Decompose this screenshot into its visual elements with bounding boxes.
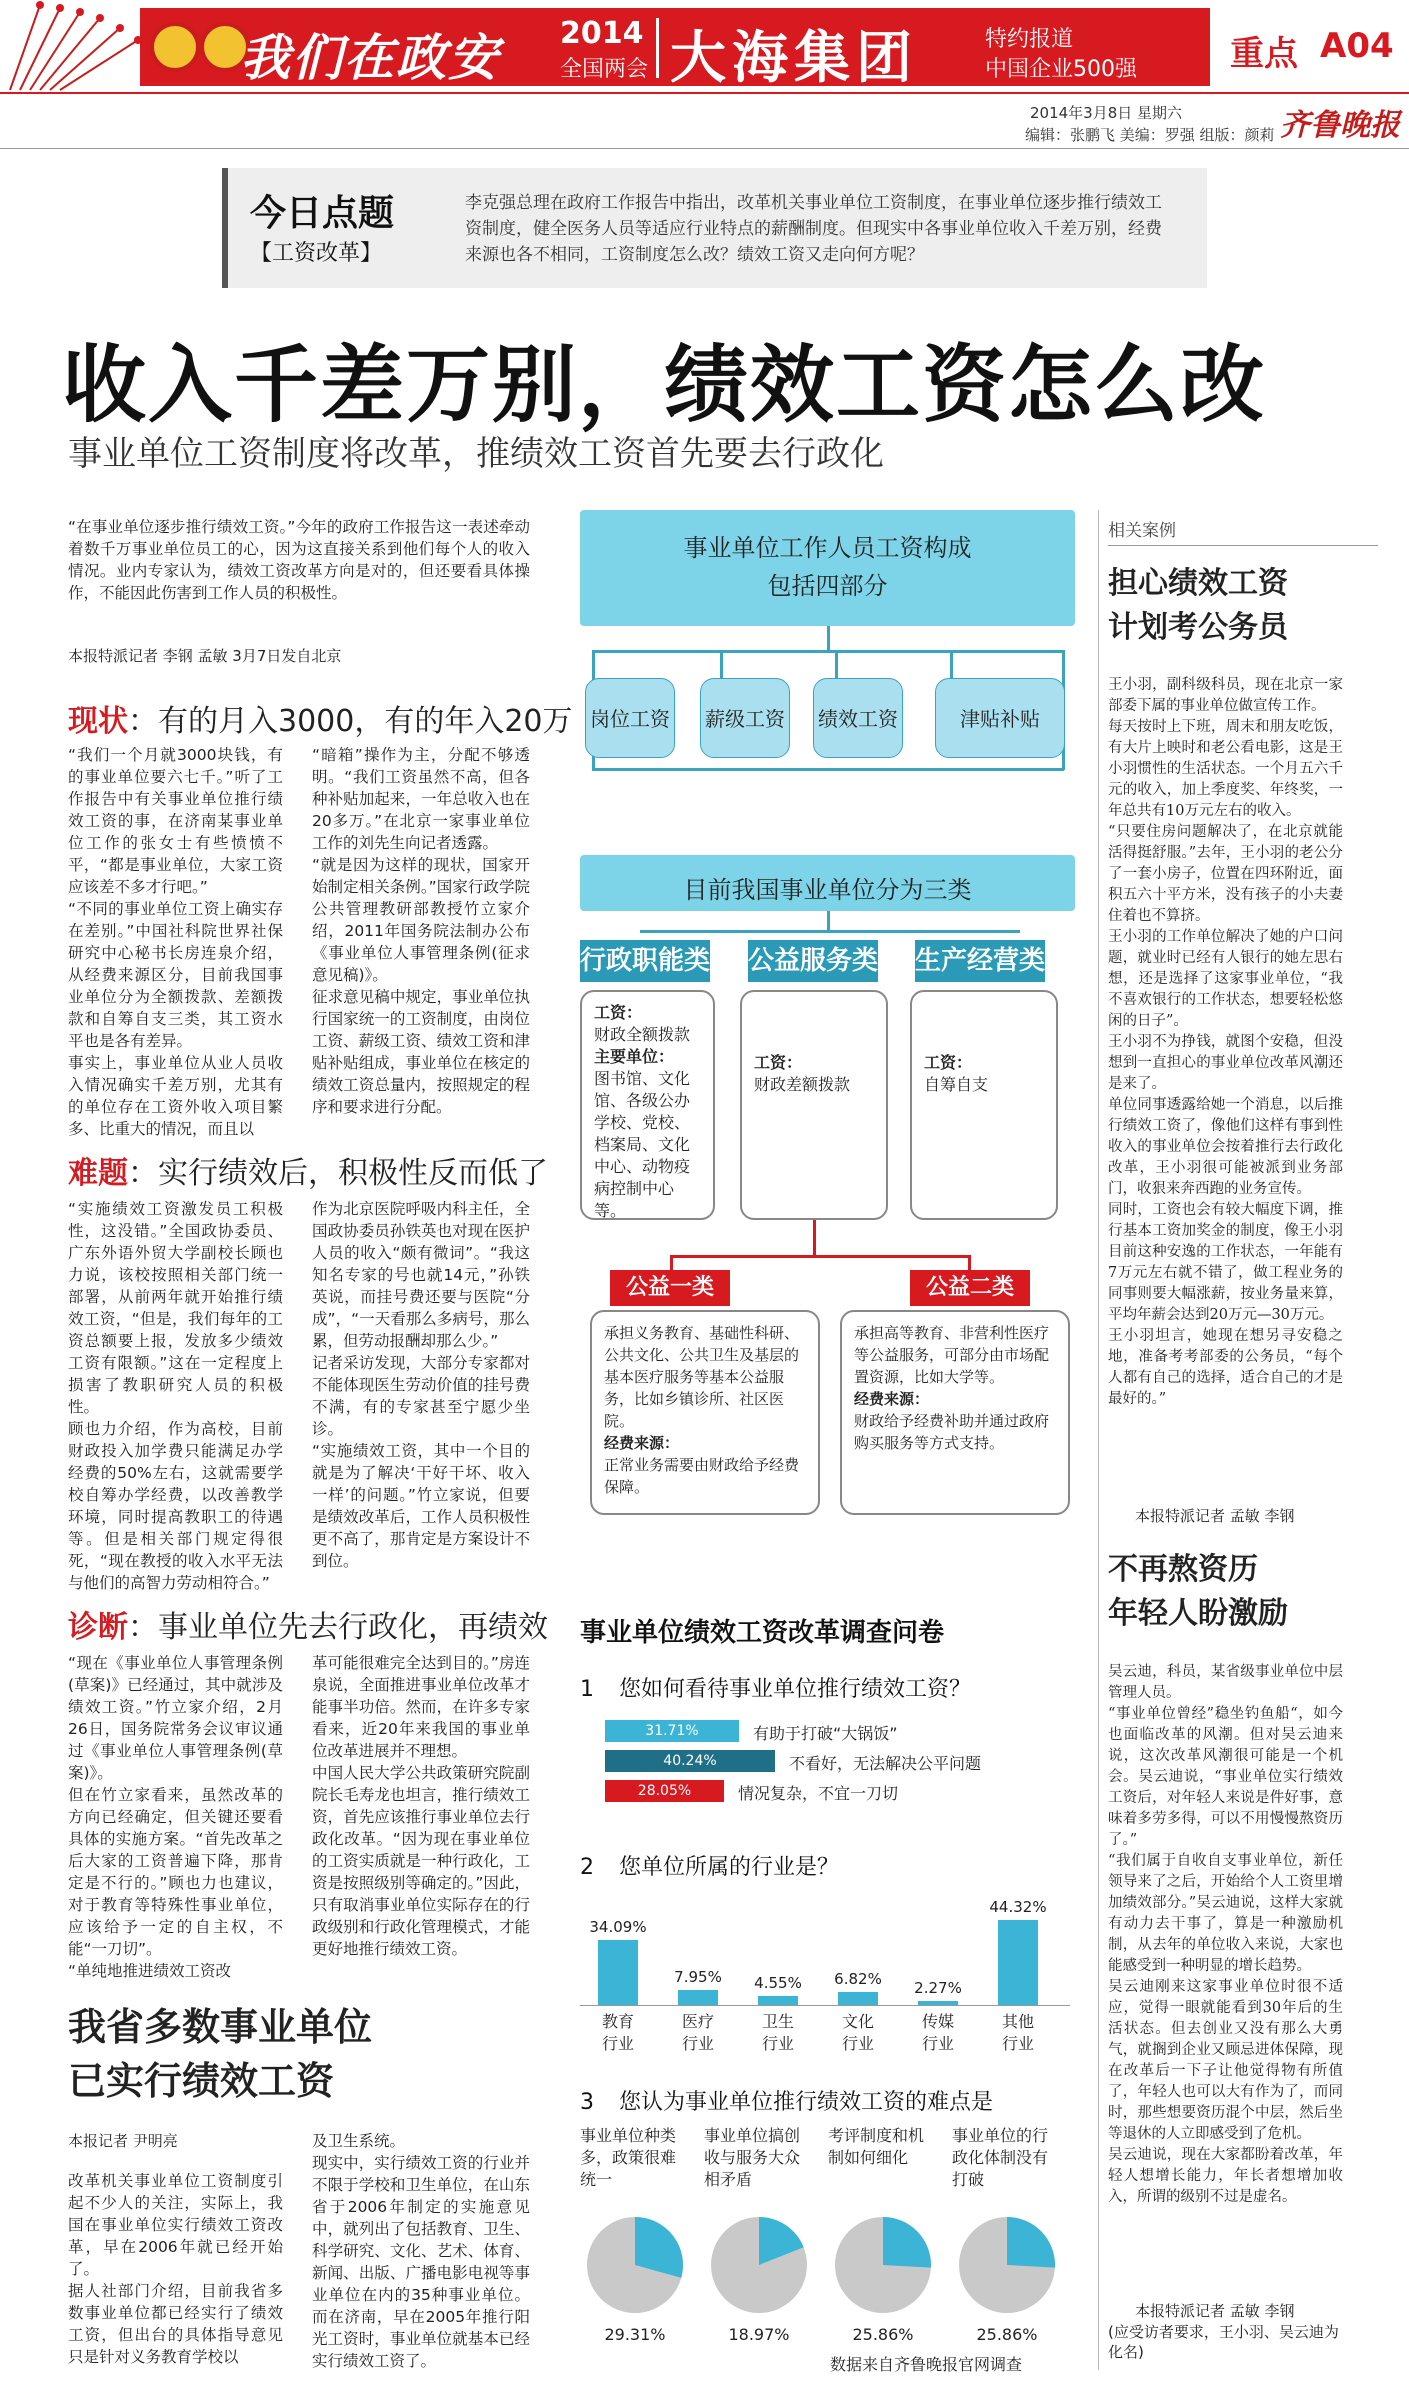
case2-byline: 本报特派记者 孟敏 李钢 (1135, 2302, 1295, 2320)
connector (592, 768, 1064, 771)
question-3 (580, 2085, 993, 2116)
survey-source: 数据来自齐鲁晚报官网调查 (830, 2355, 1023, 2374)
q2-bar-chart (580, 1895, 1075, 2060)
question-1 (580, 1672, 971, 1703)
article-column: 作为北京医院呼吸内科主任，全国政协委员孙铁英也对现在医护人员的收入“颇有微词”。“我这知名专家的号也就14元，”孙铁英说，而挂号费还要与医院“分成”，“一天看那么多病号，那么累，但劳动报酬却那么少。” 记者采访发现，大部分专家都对不能体现医生劳动价值的挂号费不满，有的专家甚至宁愿少坐诊。 “实施绩效工资，其中一个目的就是为了解决‘干好干坏、收入一样’的问题。”竹立家说，但要是绩效改革后，工作人员积极性更不高了，那肯定是方案设计不到位。 (312, 1200, 530, 1570)
masthead (0, 0, 1409, 100)
q2-bar (998, 1920, 1038, 2005)
category-box (740, 990, 888, 1220)
subcategory-text: 承担高等教育、非营利性医疗等公益服务，可部分由市场配置资源，比如大学等。 (854, 1324, 1050, 1386)
q1-bar-row (605, 1750, 1075, 1772)
question-2 (580, 1850, 839, 1881)
subcategory-box (590, 1310, 820, 1515)
intro-byline: 本报特派记者 李钢 孟敏 3月7日发自北京 (68, 647, 342, 665)
q3-pie-value: 18.97% (728, 2325, 790, 2344)
section-heading-problem (68, 1148, 548, 1192)
connector (827, 911, 830, 931)
connector (813, 1220, 816, 1256)
province-byline: 本报记者 尹明亮 (68, 2132, 178, 2150)
headline: 收入千差万别，绩效工资怎么改 (62, 336, 1267, 434)
province-title-line: 我省多数事业单位 (68, 2005, 373, 2049)
masthead-title: 我们在政安 (240, 28, 500, 87)
national-emblem-icon (150, 22, 200, 72)
category-value: 财政全额拨款 (594, 1025, 691, 1044)
category-label: 工资： (754, 1053, 803, 1072)
fan-decoration-icon (0, 0, 150, 96)
q2-bar-category: 文化 行业 (841, 2012, 874, 2053)
sponsor-rank: 中国企业500强 (985, 57, 1137, 82)
q2-bar (758, 1996, 798, 2005)
q2-bar (678, 1990, 718, 2005)
q3-pie (704, 2210, 814, 2320)
q3-pie-charts (580, 2125, 1075, 2345)
section-title: ：实行绩效后，积极性反而低了 (128, 1156, 548, 1191)
subcategory-text: 承担义务教育、基础性科研、公共文化、公共卫生及基层的基本医疗服务等基本公益服务，比如乡镇诊所、社区医院。 (604, 1324, 800, 1430)
q3-pie-value: 25.86% (852, 2325, 914, 2344)
q2-bar-value: 4.55% (754, 1974, 802, 1992)
category-value: 财政差额拨款 (754, 1075, 851, 1094)
subcategory-value: 正常业务需要由财政给予经费保障。 (604, 1456, 800, 1496)
category-value: 自筹自支 (924, 1075, 989, 1094)
q3-pie-label: 考评制度和机制如何细化 (828, 2126, 925, 2167)
category-label: 工资： (924, 1053, 973, 1072)
question-text: 您如何看待事业单位推行绩效工资？ (619, 1677, 972, 1702)
subcategory-head: 公益二类 (910, 1270, 1030, 1306)
sidebar-label: 相关案例 (1108, 516, 1378, 546)
q1-bar-label: 有助于打破“大锅饭” (753, 1724, 898, 1743)
case1-title-line: 担心绩效工资 (1108, 566, 1288, 601)
case2-title-line: 年轻人盼激励 (1108, 1596, 1288, 1631)
part-node: 津贴补贴 (935, 678, 1065, 758)
survey-title: 事业单位绩效工资改革调查问卷 (580, 1618, 945, 1648)
issue-date: 2014年3月8日 星期六 (1030, 104, 1183, 122)
masthead-rule (0, 92, 1409, 94)
q3-pie (828, 2210, 938, 2320)
q1-bar: 28.05% (605, 1780, 724, 1802)
page-number: A04 (1320, 26, 1394, 66)
focus-text: 李克强总理在政府工作报告中指出，改革机关事业单位工资制度，在事业单位逐步推行绩效工资制度，健全医务人员等适应行业特点的薪酬制度。但现实中各事业单位收入千差万别，经费来源也各不相同，工资制度怎么改？绩效工资又走向何方呢？ (465, 193, 1162, 265)
q2-bar-value: 2.27% (914, 1979, 962, 1997)
structure-title: 事业单位工作人员工资构成 (683, 534, 972, 562)
question-number: 1 (580, 1677, 594, 1702)
q3-pie (580, 2210, 690, 2320)
connector (592, 650, 1064, 653)
q2-bar-category: 医疗 行业 (681, 2012, 714, 2053)
question-text: 您认为事业单位推行绩效工资的难点是 (619, 2090, 994, 2115)
category-box (910, 990, 1058, 1220)
q2-bar-value: 34.09% (589, 1918, 647, 1936)
case1-headline (1108, 562, 1288, 650)
question-number: 3 (580, 2090, 594, 2115)
connector (670, 1255, 673, 1271)
subcategory-box (840, 1310, 1070, 1515)
subcategory-value: 财政给予经费补助并通过政府购买服务等方式支持。 (854, 1412, 1050, 1452)
case2-headline (1108, 1548, 1288, 1636)
case1-text: 王小羽，副科级科员，现在北京一家部委下属的事业单位做宣传工作。 每天按时上下班，周末和朋友吃饭，有大片上映时和老公看电影，这是王小羽惯性的生活状态。一个月五六千元的收入，加上季度奖、年终奖，一年总共有10万元左右的收入。 “只要住房问题解决了，在北京就能活得挺舒服。”去年，王小羽的老公分了一套小房子，位置在四环附近，面积五六十平方米，没有孩子的小夫妻住着也不算挤。 王小羽的工作单位解决了她的户口问题，就业时已经有人银行的她左思右想，还是选择了这家事业单位，“我不喜欢银行的工作状态，想要轻松悠闲的日子”。 王小羽不为挣钱，就图个安稳，但没想到一直担心的事业单位改革风潮还是来了。 单位同事透露给她一个消息，以后推行绩效工资了，像他们这样有事到性收入的事业单位会按着推行去行政化改革，王小羽很可能被派到业务部门，收狠来奔西跑的业务宣传。 同时，工资也会有较大幅度下调，推行基本工资加奖金的制度，像王小羽目前这种安逸的工作状态，一年能有7万元左右就不错了，做工程业务的同事则要大幅涨薪，按业务量来算，平均年薪会达到20万元—30万元。 王小羽坦言，她现在想另寻安稳之地，准备考考部委的公务员，“每个人都有自己的选择，适合自己的才是最好的。” (1108, 677, 1343, 1407)
connector (835, 650, 838, 680)
case2-title-line: 不再熬资历 (1108, 1552, 1258, 1587)
section-label: 诊断 (68, 1610, 128, 1645)
section-label: 难题 (68, 1156, 128, 1191)
province-headline (68, 2000, 372, 2108)
section-heading-status (68, 696, 573, 740)
section-name: 重点 (1230, 34, 1298, 74)
masthead-event: 全国两会 (560, 57, 649, 82)
paper-logo: 齐鲁晚报 (1280, 108, 1400, 143)
article-column: “现在《事业单位人事管理条例(草案)》已经通过，其中就涉及绩效工资。”竹立家介绍，2月26日，国务院常务会议审议通过《事业单位人事管理条例(草案)》。 但在竹立家看来，虽然改革的方向已经确定，但关键还要看具体的实施方案。“首先改革之后大家的工资普遍下降，那肯定是不行的。”顾也力也建议，对于教育等特殊性事业单位，应该给予一定的自主权，不能“一刀切”。 “单纯地推进绩效工资改 (68, 1654, 283, 1980)
category-label: 工资： (594, 1003, 643, 1022)
q2-bar-value: 44.32% (989, 1898, 1047, 1916)
category-value: 图书馆、文化馆、各级公办学校、党校、档案局、文化中心、动物疫病控制中心等。 (594, 1069, 691, 1220)
connector (640, 930, 1020, 933)
section-heading-diagnosis (68, 1602, 548, 1646)
sponsor-name: 大海集团 (670, 26, 918, 91)
connector (827, 626, 830, 652)
connector (968, 1255, 971, 1271)
sponsor-tag: 特约报道 (985, 27, 1074, 52)
article-column: 改革机关事业单位工资制度引起不少人的关注，实际上，我国在事业单位实行绩效工资改革，早在2006年就已经开始了。 据人社部门介绍，目前我省多数事业单位都已经实行了绩效工资，但出台的具体指导意见只是针对义务教育学校以 (68, 2172, 283, 2366)
article-column: 及卫生系统。 现实中，实行绩效工资的行业并不限于学校和卫生单位，在山东省于2006年制定的实施意见中，就列出了包括教育、卫生、科学研究、文化、艺术、体育、新闻、出版、广播电影电视等事业单位在内的35种事业单位。而在济南，早在2005年推行阳光工资时，事业单位就基本已经实行绩效工资了。 (312, 2132, 530, 2370)
q1-bar-label: 不看好，无法解决公平问题 (789, 1754, 982, 1773)
case1-title-line: 计划考公务员 (1108, 610, 1288, 645)
province-title-line: 已实行绩效工资 (68, 2059, 335, 2103)
q3-pie (952, 2210, 1062, 2320)
q2-bar-value: 6.82% (834, 1970, 882, 1988)
masthead-year: 2014 (560, 16, 644, 51)
q1-bar: 40.24% (605, 1750, 775, 1772)
q3-pie-value: 29.31% (604, 2325, 666, 2344)
editor-credits: 编辑：张鹏飞 美编：罗强 组版：颜莉 (1025, 126, 1275, 144)
pie-slice (883, 2217, 931, 2268)
q3-pie-value: 25.86% (976, 2325, 1038, 2344)
case1-byline: 本报特派记者 孟敏 李钢 (1135, 1507, 1295, 1525)
q1-bar: 31.71% (605, 1720, 739, 1742)
part-node: 岗位工资 (585, 678, 675, 758)
category-box (580, 990, 715, 1220)
subcategory-label: 经费来源： (604, 1434, 680, 1452)
part-node: 薪级工资 (700, 678, 790, 758)
category-head: 生产经营类 (915, 940, 1045, 982)
article-column: 革可能很难完全达到目的。”房连泉说，全面推进事业单位改革才能事半功倍。然而，在许多专家看来，近20年来我国的事业单位改革进展并不理想。 中国人民大学公共政策研究院副院长毛寿龙也坦言，推行绩效工资，首先应该推行事业单位去行政化改革。“因为现在事业单位的工资实质就是一种行政化，工资是按照级别等确定的。”因此，只有取消事业单位实际存在的行政级别和行政化管理模式，才能更好地推行绩效工资。 (312, 1654, 530, 1958)
question-text: 您单位所属的行业是？ (619, 1855, 840, 1880)
article-column: “我们一个月就3000块钱，有的事业单位要六七千。”听了工作报告中有关事业单位推行绩效工资的事，在济南某事业单位工作的张女士有些愤愤不平，“都是事业单位，大家工资应该差不多才行吧。” “不同的事业单位工资上确实存在差别。”中国社科院世界社保研究中心秘书长房连泉介绍，从经费来源区分，目前我国事业单位分为全额拨款、差额拨款和自筹自支三类，其工资水平也是各有差异。 事实上，事业单位从业人员收入情况确实千差万别，尤其有的单位存在工资外收入项目繁多、比重大的情况，而且以 (68, 746, 283, 1138)
q2-bar (598, 1940, 638, 2005)
connector (950, 650, 953, 680)
masthead-divider (656, 18, 659, 78)
sidebar-divider (1098, 510, 1099, 2370)
q2-bar-category: 其他 行业 (1001, 2012, 1034, 2053)
q2-bar (838, 1992, 878, 2005)
q1-bar-row (605, 1720, 1075, 1742)
q1-bar-row (605, 1780, 1075, 1802)
part-node: 绩效工资 (813, 678, 903, 758)
section-label: 现状 (68, 704, 128, 739)
q2-bar-category: 传媒 行业 (921, 2012, 954, 2053)
article-column: “实施绩效工资激发员工积极性，这没错。”全国政协委员、广东外语外贸大学副校长顾也力说，该校按照相关部门统一部署，从前两年就开始推行绩效工资，“但是，我们每年的工资总额要上报，发放多少绩效工资有限额。”这在一定程度上损害了教职研究人员的积极性。 顾也力介绍，作为高校，目前财政投入加学费只能满足办学经费的50%左右，这就需要学校自筹办学经费，以改善教学环境，同时提高教职工的待遇等。但是相关部门规定得很死，“现在教授的收入水平无法与他们的高智力劳动相符合。” (68, 1200, 283, 1592)
category-title: 目前我国事业单位分为三类 (683, 876, 972, 904)
q2-bar-category: 卫生 行业 (761, 2012, 794, 2053)
q3-pie-label: 事业单位的行政化体制没有打破 (952, 2126, 1049, 2189)
q2-bar-value: 7.95% (674, 1968, 722, 1986)
q2-axis (580, 2005, 1070, 2006)
subcategory-head: 公益一类 (610, 1270, 730, 1306)
category-head: 公益服务类 (748, 940, 878, 982)
focus-title: 今日点题 (250, 193, 395, 234)
pie-slice (1007, 2217, 1055, 2268)
section-title: ：有的月入3000，有的年入20万 (128, 704, 573, 739)
question-number: 2 (580, 1855, 594, 1880)
q1-bar-label: 情况复杂，不宜一刀切 (738, 1784, 899, 1803)
section-title: ：事业单位先去行政化，再绩效 (128, 1610, 548, 1645)
intro-paragraph: “在事业单位逐步推行绩效工资。”今年的政府工作报告这一表述牵动着数千万事业单位员工的心，因为这直接关系到他们每个人的收入情况。业内专家认为，绩效工资改革方向是对的，但还要看具体操作，不能因此伤害到工作人员的积极性。 (68, 518, 530, 602)
case2-text: 吴云迪，科员，某省级事业单位中层管理人员。 “事业单位曾经”稳坐钓鱼船“，如今也面临改革的风潮。但对吴云迪来说，这次改革风潮很可能是一个机会。吴云迪说，“事业单位实行绩效工资后，对年轻人来说是件好事，意味着多劳多得，可以不用慢慢熬资历了。” “我们属于自收自支事业单位，新任领导来了之后，开始给个人工资里增加绩效部分。”吴云迪说，这样大家就有动力去干事了，算是一种激励机制，从去年的单位收入来说，大家也能感受到一种明显的增长趋势。 吴云迪刚来这家事业单位时很不适应，觉得一眼就能看到30年后的生活状态。但去创业又没有那么大勇气，就搁到企业又顾忌进体保障，现在改革后一下子让他觉得物有所值了，年轻人也可以大有作为了，而同时，那些想要资历混个中层，然后坐等退休的人立即感受到了危机。 吴云迪说，现在大家都盼着改革，年轻人想增长能力，年长者想增加收入，所谓的级别不过是虚名。 (1108, 1664, 1343, 2205)
article-column: “暗箱”操作为主，分配不够透明。“我们工资虽然不高，但各种补贴加起来，一年总收入也在20多万。”在北京一家事业单位工作的刘先生向记者透露。 “就是因为这样的现状，国家开始制定相关条例。”国家行政学院公共管理教研部教授竹立家介绍，2011年国务院法制办公布《事业单位人事管理条例(征求意见稿)》。 征求意见稿中规定，事业单位执行国家统一的工资制度，由岗位工资、薪级工资、绩效工资和津贴补贴组成，事业单位在核定的绩效工资总量内，按照规定的程序和要求进行分配。 (312, 746, 530, 1116)
case2-note: (应受访者要求，王小羽、吴云迪为化名) (1108, 2323, 1339, 2361)
header-rule (0, 148, 1409, 149)
q1-bar-chart (605, 1720, 1075, 1810)
category-label: 主要单位： (594, 1047, 675, 1066)
q3-pie-label: 事业单位搞创收与服务大众相矛盾 (704, 2126, 801, 2189)
q2-bar-category: 教育 行业 (601, 2012, 634, 2053)
connector (720, 650, 723, 680)
focus-tag: 【工资改革】 (250, 241, 383, 266)
subheadline: 事业单位工资制度将改革，推绩效工资首先要去行政化 (68, 434, 884, 474)
q3-pie-label: 事业单位种类多，政策很难统一 (580, 2126, 677, 2189)
connector (670, 1255, 970, 1258)
infographic (580, 510, 1075, 1570)
category-head: 行政职能类 (580, 940, 710, 982)
structure-subtitle: 包括四部分 (767, 572, 888, 600)
subcategory-label: 经费来源： (854, 1390, 930, 1408)
